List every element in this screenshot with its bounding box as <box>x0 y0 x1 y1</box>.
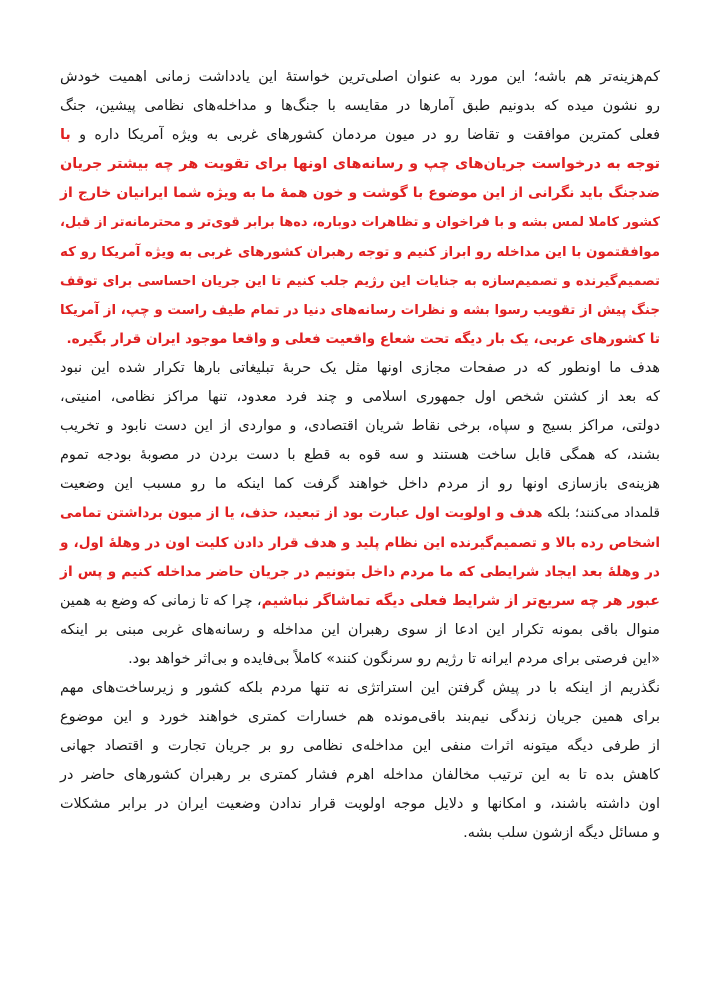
text-line <box>60 121 660 150</box>
text-run: بشند، که همگی قابل ساخت هستند و سه قوه به قطع با دست بردن در مصوبهٔ بودجه تموم <box>60 447 660 464</box>
text-line <box>60 208 660 237</box>
paragraph-1 <box>60 63 660 354</box>
text-line <box>60 761 660 790</box>
text-run: دولتی، مراکز بسیج و سپاه، برخی نقاط شریان اقتصادی، و مواردی از این دست نابود و تخریب <box>60 418 660 435</box>
text-run: فعلی کمترین موافقت و تقاضا رو در میون مردمان کشورهای غربی به ویژه آمریکا داره و <box>70 127 660 144</box>
text-line <box>60 296 660 325</box>
text-line <box>60 325 660 354</box>
text-run: هزینه‌ی بازسازی اونها رو از مردم داخل خواهند گرفت کما اینکه ما رو مسبب این وضعیت <box>60 476 660 493</box>
text-line <box>60 499 660 528</box>
text-run: برای همین جریان زندگی نیم‌بند باقی‌مونده هم خسارات کمتری خواهند خورد و این موضوع <box>60 709 660 726</box>
text-line <box>60 558 660 587</box>
text-run: اون داشته باشند، و امکانها و دلایل موجه اولویت قرار ندادن وضعیت ایران در برابر مشکلات <box>60 796 660 813</box>
text-run: «این فرصتی برای مردم ایرانه تا رژیم رو سرنگون کنند» کاملاً بی‌فایده و بی‌اثر خواهد بود. <box>128 650 660 667</box>
text-run: کم‌هزینه‌تر هم باشه؛ این مورد به عنوان اصلی‌ترین خواستهٔ این یادداشت زمانی اهمیت خودش <box>60 69 660 85</box>
text-line <box>60 92 660 121</box>
text-line <box>60 412 660 441</box>
highlighted-text-run: در وهلهٔ بعد ایجاد شرایطی که ما مردم داخل بتونیم در جریان حاضر مداخله کنیم و پس از <box>60 563 660 580</box>
text-line <box>60 645 660 674</box>
highlighted-text-run: اشخاص رده بالا و تصمیم‌گیرنده این نظام پلید و هدف قرار دادن کلیت اون در وهلهٔ اول، و <box>60 534 660 551</box>
highlighted-text-run: تا کشورهای عربی، یک بار دیگه تحت شعاع واقعیت فعلی و واقعا موجود ایران قرار بگیره. <box>66 330 660 347</box>
text-line <box>60 790 660 819</box>
text-line <box>60 616 660 645</box>
highlighted-text-run: عبور هر چه سریع‌تر از شرایط فعلی دیگه تماشاگر نباشیم <box>261 592 660 609</box>
text-run: و مسائل دیگه ازشون سلب بشه. <box>463 825 660 842</box>
text-run: که بعد از کشتن شخص اول جمهوری اسلامی و چند فرد معدود، تنها مراکز نظامی، امنیتی، <box>60 389 660 406</box>
text-run: از طرفی دیگه میتونه اثرات منفی این مداخله‌ی نظامی رو بر جریان تجارت و اقتصاد جهانی <box>60 738 660 755</box>
text-run: منوال باقی بمونه تکرار این ادعا از سوی رهبران این مداخله و رسانه‌های غربی مبنی بر اینکه <box>60 621 660 638</box>
highlighted-text-run: جنگ پیش از تقویب رسوا بشه و نظرات رسانه‌های دنیا در تمام طیف راست و چپ، از آمریکا <box>60 302 660 318</box>
text-line <box>60 732 660 761</box>
highlighted-text-run: کشور کاملا لمس بشه و با فراخوان و تظاهرات دوباره، ده‌ها برابر قوی‌تر و محترمانه‌تر از قبل، <box>60 215 660 231</box>
text-line <box>60 63 660 92</box>
text-line <box>60 383 660 412</box>
text-line <box>60 441 660 470</box>
document-body <box>60 63 660 849</box>
text-run: نگذریم از اینکه با در پیش گرفتن این استراتژی نه تنها مردم بلکه کشور و زیرساخت‌های مهم <box>60 679 660 696</box>
paragraph-2 <box>60 354 660 674</box>
text-run: رو نشون میده که بدونیم طبق آمارها در مقایسه با جنگ‌ها و مداخله‌های نظامی پیشین، جنگ <box>60 98 660 115</box>
text-line <box>60 150 660 179</box>
text-line <box>60 529 660 558</box>
text-line <box>60 354 660 383</box>
text-line <box>60 819 660 848</box>
text-line <box>60 179 660 208</box>
text-line <box>60 238 660 267</box>
highlighted-text-run: ضدجنگ باید نگرانی از این موضوع با گوشت و خون همهٔ ما به ویژه شما ایرانیان خارج از <box>60 185 660 202</box>
text-run: ، چرا که تا زمانی که وضع به همین <box>60 592 262 609</box>
highlighted-text-run: توجه به درخواست جریان‌های چپ و رسانه‌های اونها برای تقویت هر چه بیشتر جریان <box>60 156 660 173</box>
highlighted-text-run: هدف و اولویت اول عبارت بود از تبعید، حذف، یا از میون برداشتن تمامی <box>60 505 543 522</box>
highlighted-text-run: تصمیم‌گیرنده و تصمیم‌سازه به جنایات این رژیم جلب کنیم تا این جریان احساسی برای توقف <box>60 273 660 289</box>
text-run: قلمداد می‌کنند؛ بلکه <box>542 505 660 522</box>
text-run: هدف ما اونطور که در صفحات مجازی اونها مثل یک حربهٔ تبلیغاتی بارها تکرار شده این نبود <box>60 359 660 376</box>
highlighted-text-run: با <box>60 127 71 144</box>
text-line <box>60 470 660 499</box>
highlighted-text-run: موافقتمون با این مداخله رو ابراز کنیم و توجه رهبران کشورهای غربی به ویژه آمریکا رو که <box>60 244 660 260</box>
text-run: کاهش بده تا به این ترتیب مخالفان مداخله اهرم فشار کمتری بر رهبران کشورهای حاضر در <box>60 767 660 784</box>
text-line <box>60 703 660 732</box>
text-line <box>60 674 660 703</box>
text-line <box>60 587 660 616</box>
text-line <box>60 267 660 296</box>
paragraph-3 <box>60 674 660 849</box>
